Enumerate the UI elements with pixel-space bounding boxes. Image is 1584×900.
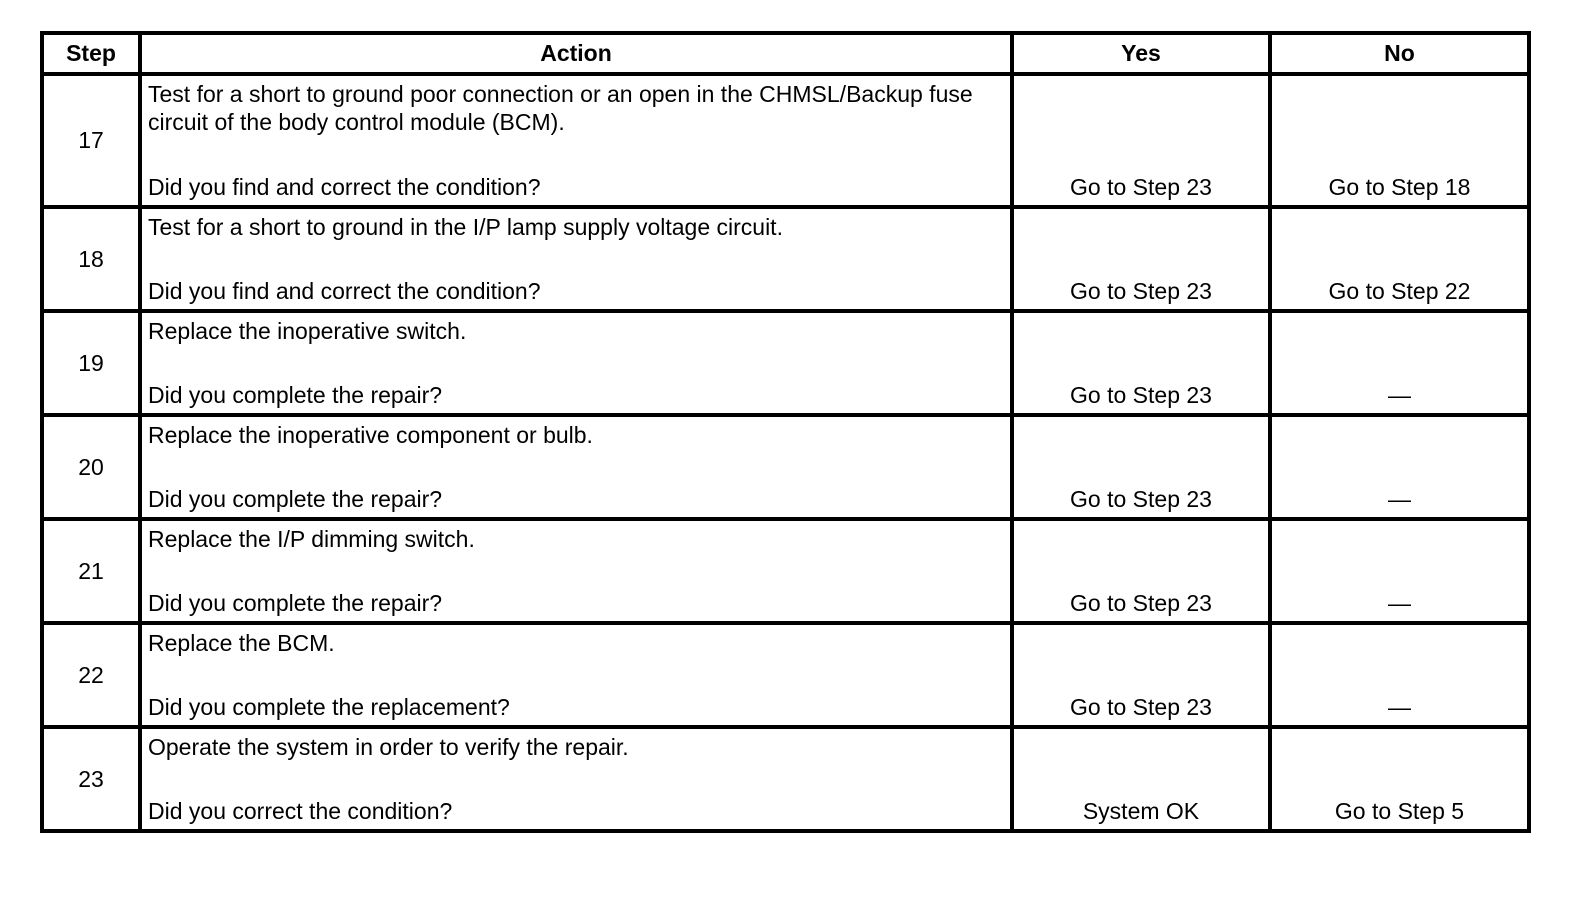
header-yes: Yes [1012, 33, 1270, 74]
table-row-step-20 [42, 415, 1529, 519]
yes-result: Go to Step 23 [1012, 74, 1270, 207]
diagnostic-table [40, 31, 1531, 833]
action-question: Did you complete the replacement? [148, 694, 510, 720]
action-cell [140, 415, 1012, 519]
table-header [42, 33, 1529, 74]
yes-result: Go to Step 23 [1012, 623, 1270, 727]
action-cell [140, 519, 1012, 623]
action-question: Did you find and correct the condition? [148, 278, 541, 304]
no-result: Go to Step 22 [1270, 207, 1529, 311]
no-result: — [1270, 623, 1529, 727]
action-text: Replace the inoperative switch. [148, 318, 467, 344]
no-result: Go to Step 5 [1270, 727, 1529, 831]
yes-result: Go to Step 23 [1012, 415, 1270, 519]
table-row-step-19 [42, 311, 1529, 415]
step-number: 19 [42, 311, 140, 415]
step-number: 20 [42, 415, 140, 519]
table-row-step-22 [42, 623, 1529, 727]
step-number: 18 [42, 207, 140, 311]
yes-result: Go to Step 23 [1012, 207, 1270, 311]
action-question: Did you correct the condition? [148, 798, 453, 824]
action-text: Operate the system in order to verify the repair. [148, 734, 629, 760]
action-question: Did you find and correct the condition? [148, 174, 541, 200]
header-no: No [1270, 33, 1529, 74]
action-text: Test for a short to ground poor connection or an open in the CHMSL/Backup fuse circuit of the body control module (BCM). [148, 81, 973, 135]
action-text: Replace the I/P dimming switch. [148, 526, 475, 552]
header-step: Step [42, 33, 140, 74]
table-row-step-18 [42, 207, 1529, 311]
header-action: Action [140, 33, 1012, 74]
no-result: — [1270, 519, 1529, 623]
table-row-step-23 [42, 727, 1529, 831]
step-number: 22 [42, 623, 140, 727]
no-result: — [1270, 415, 1529, 519]
action-cell [140, 623, 1012, 727]
table-body [42, 74, 1529, 831]
step-number: 17 [42, 74, 140, 207]
action-cell [140, 207, 1012, 311]
action-text: Test for a short to ground in the I/P lamp supply voltage circuit. [148, 214, 783, 240]
action-question: Did you complete the repair? [148, 590, 443, 616]
table-row-step-21 [42, 519, 1529, 623]
action-question: Did you complete the repair? [148, 382, 443, 408]
step-number: 23 [42, 727, 140, 831]
action-question: Did you complete the repair? [148, 486, 443, 512]
yes-result: Go to Step 23 [1012, 311, 1270, 415]
yes-result: Go to Step 23 [1012, 519, 1270, 623]
action-text: Replace the BCM. [148, 630, 335, 656]
action-cell [140, 311, 1012, 415]
table-row-step-17 [42, 74, 1529, 207]
header-row [42, 33, 1529, 74]
yes-result: System OK [1012, 727, 1270, 831]
no-result: Go to Step 18 [1270, 74, 1529, 207]
action-text: Replace the inoperative component or bulb. [148, 422, 593, 448]
step-number: 21 [42, 519, 140, 623]
action-cell [140, 727, 1012, 831]
no-result: — [1270, 311, 1529, 415]
action-cell [140, 74, 1012, 207]
